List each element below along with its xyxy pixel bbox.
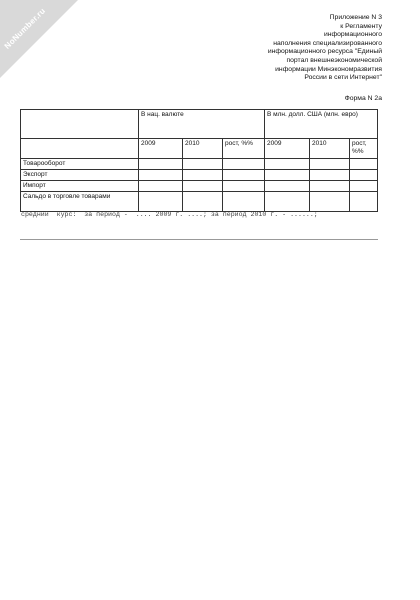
table-row xyxy=(21,159,378,170)
appendix-line: наполнения специализированного xyxy=(273,39,382,47)
header-empty-cell xyxy=(21,110,139,139)
table-cell xyxy=(183,159,223,170)
table-cell xyxy=(265,192,310,212)
appendix-line: информационного xyxy=(323,31,382,39)
table-cell xyxy=(139,181,183,192)
form-number-label: Форма N 2а xyxy=(344,95,382,102)
table-cell xyxy=(223,181,265,192)
table-cell xyxy=(223,170,265,181)
header-row-groups xyxy=(21,110,378,139)
table-row xyxy=(21,181,378,192)
header-year-2010: 2010 xyxy=(183,139,223,159)
appendix-line: портал внешнеэкономической xyxy=(286,56,382,64)
appendix-header xyxy=(222,14,382,83)
row-label-turnover: Товарооборот xyxy=(21,159,139,170)
table-cell xyxy=(350,181,378,192)
appendix-line: информационного ресурса "Единый xyxy=(267,48,382,56)
header-empty-cell xyxy=(21,139,139,159)
header-row-years xyxy=(21,139,378,159)
table-cell xyxy=(310,170,350,181)
header-national-currency: В нац. валюте xyxy=(139,110,265,139)
table-row xyxy=(21,192,378,212)
header-usd-millions: В млн. долл. США (млн. евро) xyxy=(265,110,378,139)
table-row xyxy=(21,170,378,181)
exchange-rate-line: средний курс: за период - .... 2009 г. ....; за период 2010 г. - ......; xyxy=(21,211,318,218)
row-label-export: Экспорт xyxy=(21,170,139,181)
table-cell xyxy=(139,170,183,181)
table-cell xyxy=(223,192,265,212)
table-cell xyxy=(265,181,310,192)
header-year-2010: 2010 xyxy=(310,139,350,159)
header-growth: рост, %% xyxy=(350,139,378,159)
table-cell xyxy=(350,159,378,170)
row-label-balance: Сальдо в торговле товарами xyxy=(21,192,139,212)
table-cell xyxy=(350,192,378,212)
table-cell xyxy=(265,170,310,181)
table-cell xyxy=(183,181,223,192)
table-cell xyxy=(183,170,223,181)
divider xyxy=(20,239,378,240)
table-cell xyxy=(223,159,265,170)
table-cell xyxy=(310,159,350,170)
table-cell xyxy=(310,181,350,192)
table-cell xyxy=(350,170,378,181)
header-growth: рост, %% xyxy=(223,139,265,159)
appendix-line: к Регламенту xyxy=(340,22,382,30)
appendix-line: Приложение N 3 xyxy=(329,14,382,21)
header-year-2009: 2009 xyxy=(265,139,310,159)
watermark-text: NoNumber.ru xyxy=(2,6,48,51)
row-label-import: Импорт xyxy=(21,181,139,192)
table-cell xyxy=(183,192,223,212)
trade-table xyxy=(20,109,378,212)
header-year-2009: 2009 xyxy=(139,139,183,159)
table-cell xyxy=(139,159,183,170)
table-cell xyxy=(139,192,183,212)
table-cell xyxy=(310,192,350,212)
appendix-line: информации Минэкономразвития xyxy=(275,65,382,73)
appendix-line: России в сети Интернет" xyxy=(304,74,382,82)
table-cell xyxy=(265,159,310,170)
